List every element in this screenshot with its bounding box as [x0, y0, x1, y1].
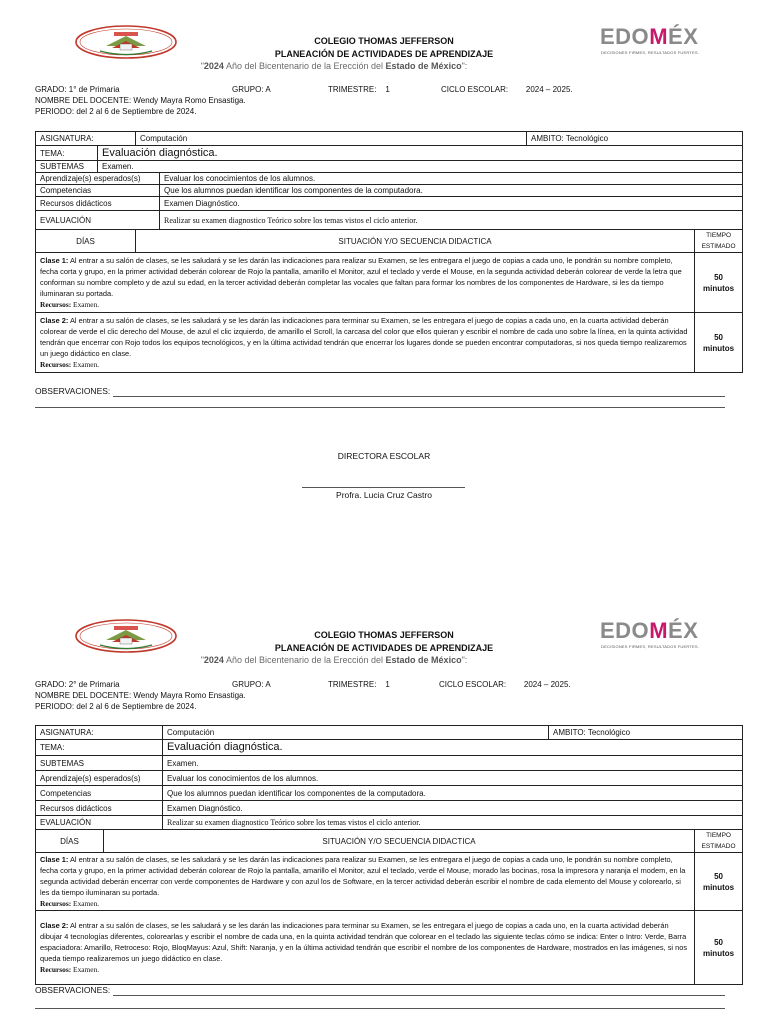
ciclo-escolar-2: CICLO ESCOLAR: 2024 – 2025. [439, 680, 571, 689]
school-name-2: COLEGIO THOMAS JEFFERSON [314, 630, 454, 640]
asignatura-label: ASIGNATURA: [36, 132, 136, 146]
situacion-header: SITUACIÓN Y/O SECUENCIA DIDACTICA [136, 230, 695, 253]
school-name: COLEGIO THOMAS JEFFERSON [314, 36, 454, 46]
aprendizaje-label-2: Aprendizaje(s) esperados(s) [36, 771, 163, 786]
document-title: PLANEACIÓN DE ACTIVIDADES DE APRENDIZAJE [274, 49, 494, 59]
recursos-label: Recursos didácticos [36, 197, 160, 211]
clase-1: Clase 1: Al entrar a su salón de clases, se les saludará y se les darán las indicaciones para realizar su Examen, se les entregara el juego de copias a cada uno, le pondrán su nombre completo, fecha corta y grupo, en la primer actividad deberán colorear de Rojo la pantalla, amarillo el Monitor, azul el teclado y verde el Mouse, en la segunda actividad deberán colorear de verde la letra que conforman su nombre completo y de azul su edad, en la tercer actividad deberán completar las vocales que faltan para formar los nombres de los componentes de Hardware, si les da tiempo iluminaran su portada. Recursos: Examen. [36, 253, 695, 313]
competencias-value-2: Que los alumnos puedan identificar los componentes de la computadora. [163, 786, 743, 801]
asignatura-label-2: ASIGNATURA: [36, 726, 163, 740]
subtemas-value-2: Examen. [163, 756, 743, 771]
tema-label: TEMA: [36, 146, 98, 161]
edomex-logo-2: EDOMÉX [600, 618, 699, 643]
recursos-label-2: Recursos didácticos [36, 801, 163, 816]
observaciones-label: OBSERVACIONES: [35, 386, 111, 396]
ambito: AMBITO: Tecnológico [527, 132, 743, 146]
tema-value: Evaluación diagnóstica. [98, 146, 743, 161]
tiempo-header: TIEMPO ESTIMADO [695, 230, 743, 253]
observaciones-line-1 [113, 396, 725, 397]
grupo: GRUPO: A [232, 85, 271, 94]
grupo-2: GRUPO: A [232, 680, 271, 689]
situacion-header-2: SITUACIÓN Y/O SECUENCIA DIDACTICA [104, 830, 695, 853]
tema-value-2: Evaluación diagnóstica. [163, 740, 743, 756]
observaciones-label-2: OBSERVACIONES: [35, 985, 111, 995]
docente-2: NOMBRE DEL DOCENTE: Wendy Mayra Romo Ensastiga. [35, 691, 246, 700]
edomex-tagline: DECISIONES FIRMES, RESULTADOS FUERTES. [601, 50, 700, 55]
clase-2: Clase 2: Al entrar a su salón de clases, se les saludará y se les darán las indicaciones para terminar su Examen, se les entregara el juego de copias a cada uno, en la cuarta actividad deberán colorear de verde el clic derecho del Mouse, de azul el clic izquierdo, de amarillo el Scroll, la carcasa del color que ellos quieran y escribir el nombre de cada uno sobre la línea, en la quinta actividad tendrán que encerrar con Rojo todos los equipos tecnológicos, y en la última actividad tendrán que encerrar los lugares donde se pueden encontrar computadoras, si nos queda tiempo realizaremos un juego didáctico en clase. Recursos: Examen. [36, 313, 695, 373]
signature-line [302, 487, 465, 488]
subtemas-label-2: SUBTEMAS [36, 756, 163, 771]
clase-1-tiempo: 50 minutos [695, 253, 743, 313]
subtemas-label: SUBTEMAS [36, 161, 98, 173]
evaluacion-value-2: Realizar su examen diagnostico Teórico sobre los temas vistos el ciclo anterior. [163, 816, 743, 830]
grado: GRADO: 1° de Primaria [35, 85, 120, 94]
clase-2-2: Clase 2: Al entrar a su salón de clases, se les saludará y se les darán las indicaciones para terminar su Examen, se les entregara el juego de copias a cada uno, en la cuarta actividad deberán dibujar 4 tecnologías diferentes, colorearlas y escribir el nombre de cada una, en la quinta actividad tendrán que colorear en el teclado las siguiente teclas cómo se indica: Enter o Intro: Verde, Barra espaciadora: Amarillo, Retroceso: Rojo, BloqMayus: Azul, Shift: Naranja, y en la última actividad tendrán que escribir el nombre de los componentes de Hardware, mostrados en las imágenes, si nos queda tiempo realizaremos un juego didáctico en clase. Recursos: Examen. [36, 911, 695, 985]
subtemas-value: Examen. [98, 161, 743, 173]
recursos-value-2: Examen Diagnóstico. [163, 801, 743, 816]
aprendizaje-value: Evaluar los conocimientos de los alumnos. [160, 173, 743, 185]
trimestre: TRIMESTRE: 1 [328, 85, 390, 94]
clase-1-tiempo-2: 50 minutos [695, 853, 743, 911]
dias-header: DÍAS [36, 230, 136, 253]
trimestre-2: TRIMESTRE: 1 [328, 680, 390, 689]
dias-header-2: DÍAS [36, 830, 104, 853]
grado-2: GRADO: 2° de Primaria [35, 680, 120, 689]
asignatura-value: Computación [136, 132, 527, 146]
directora-name: Profra. Lucia Cruz Castro [336, 490, 432, 500]
evaluacion-value: Realizar su examen diagnostico Teórico sobre los temas vistos el ciclo anterior. [160, 211, 743, 230]
competencias-value: Que los alumnos puedan identificar los componentes de la computadora. [160, 185, 743, 197]
aprendizaje-label: Aprendizaje(s) esperados(s) [36, 173, 160, 185]
observaciones-line-2 [35, 407, 725, 408]
periodo-2: PERIODO: del 2 al 6 de Septiembre de 2024. [35, 702, 197, 711]
evaluacion-label: EVALUACIÓN [36, 211, 160, 230]
competencias-label-2: Competencias [36, 786, 163, 801]
directora-label: DIRECTORA ESCOLAR [337, 451, 431, 461]
year-motto-2: "2024 Año del Bicentenario de la Erección del Estado de México": [200, 655, 468, 665]
year-motto: "2024 Año del Bicentenario de la Erección del Estado de México": [200, 61, 468, 71]
evaluacion-label-2: EVALUACIÓN [36, 816, 163, 830]
observaciones-line-3 [113, 995, 725, 996]
tema-label-2: TEMA: [36, 740, 163, 756]
ambito-2: AMBITO: Tecnológico [549, 726, 743, 740]
competencias-label: Competencias [36, 185, 160, 197]
edomex-tagline-2: DECISIONES FIRMES, RESULTADOS FUERTES. [601, 644, 700, 649]
edomex-logo: EDOMÉX [600, 24, 699, 49]
clase-2-tiempo: 50 minutos [695, 313, 743, 373]
clase-2-tiempo-2: 50 minutos [695, 911, 743, 985]
recursos-value: Examen Diagnóstico. [160, 197, 743, 211]
observaciones-line-4 [35, 1008, 725, 1009]
planning-table [35, 131, 743, 373]
document-title-2: PLANEACIÓN DE ACTIVIDADES DE APRENDIZAJE [274, 643, 494, 653]
tiempo-header-2: TIEMPO ESTIMADO [695, 830, 743, 853]
aprendizaje-value-2: Evaluar los conocimientos de los alumnos. [163, 771, 743, 786]
docente: NOMBRE DEL DOCENTE: Wendy Mayra Romo Ensastiga. [35, 96, 246, 105]
asignatura-value-2: Computación [163, 726, 549, 740]
ciclo-escolar: CICLO ESCOLAR: 2024 – 2025. [441, 85, 573, 94]
periodo: PERIODO: del 2 al 6 de Septiembre de 2024. [35, 107, 197, 116]
planning-table-2 [35, 725, 743, 985]
clase-1-2: Clase 1: Al entrar a su salón de clases, se les saludará y se les darán las indicaciones para realizar su Examen, se les entregara el juego de copias a cada uno, le pondrán su nombre completo, fecha corta y grupo, en la primer actividad deberán colorear de Rojo la pantalla, amarillo el Monitor, azul el teclado, verde el Mouse, morado las bocinas, rosa la impresora y naranja el modem, en la segunda actividad deberán encerrar con verde componentes de Hardware y con azul los de Software, en la tercer actividad deberán escribir el nombre de cada elemento del Mouse y colorearlo, si les da tiempo iluminaran su portada. Recursos: Examen. [36, 853, 695, 911]
